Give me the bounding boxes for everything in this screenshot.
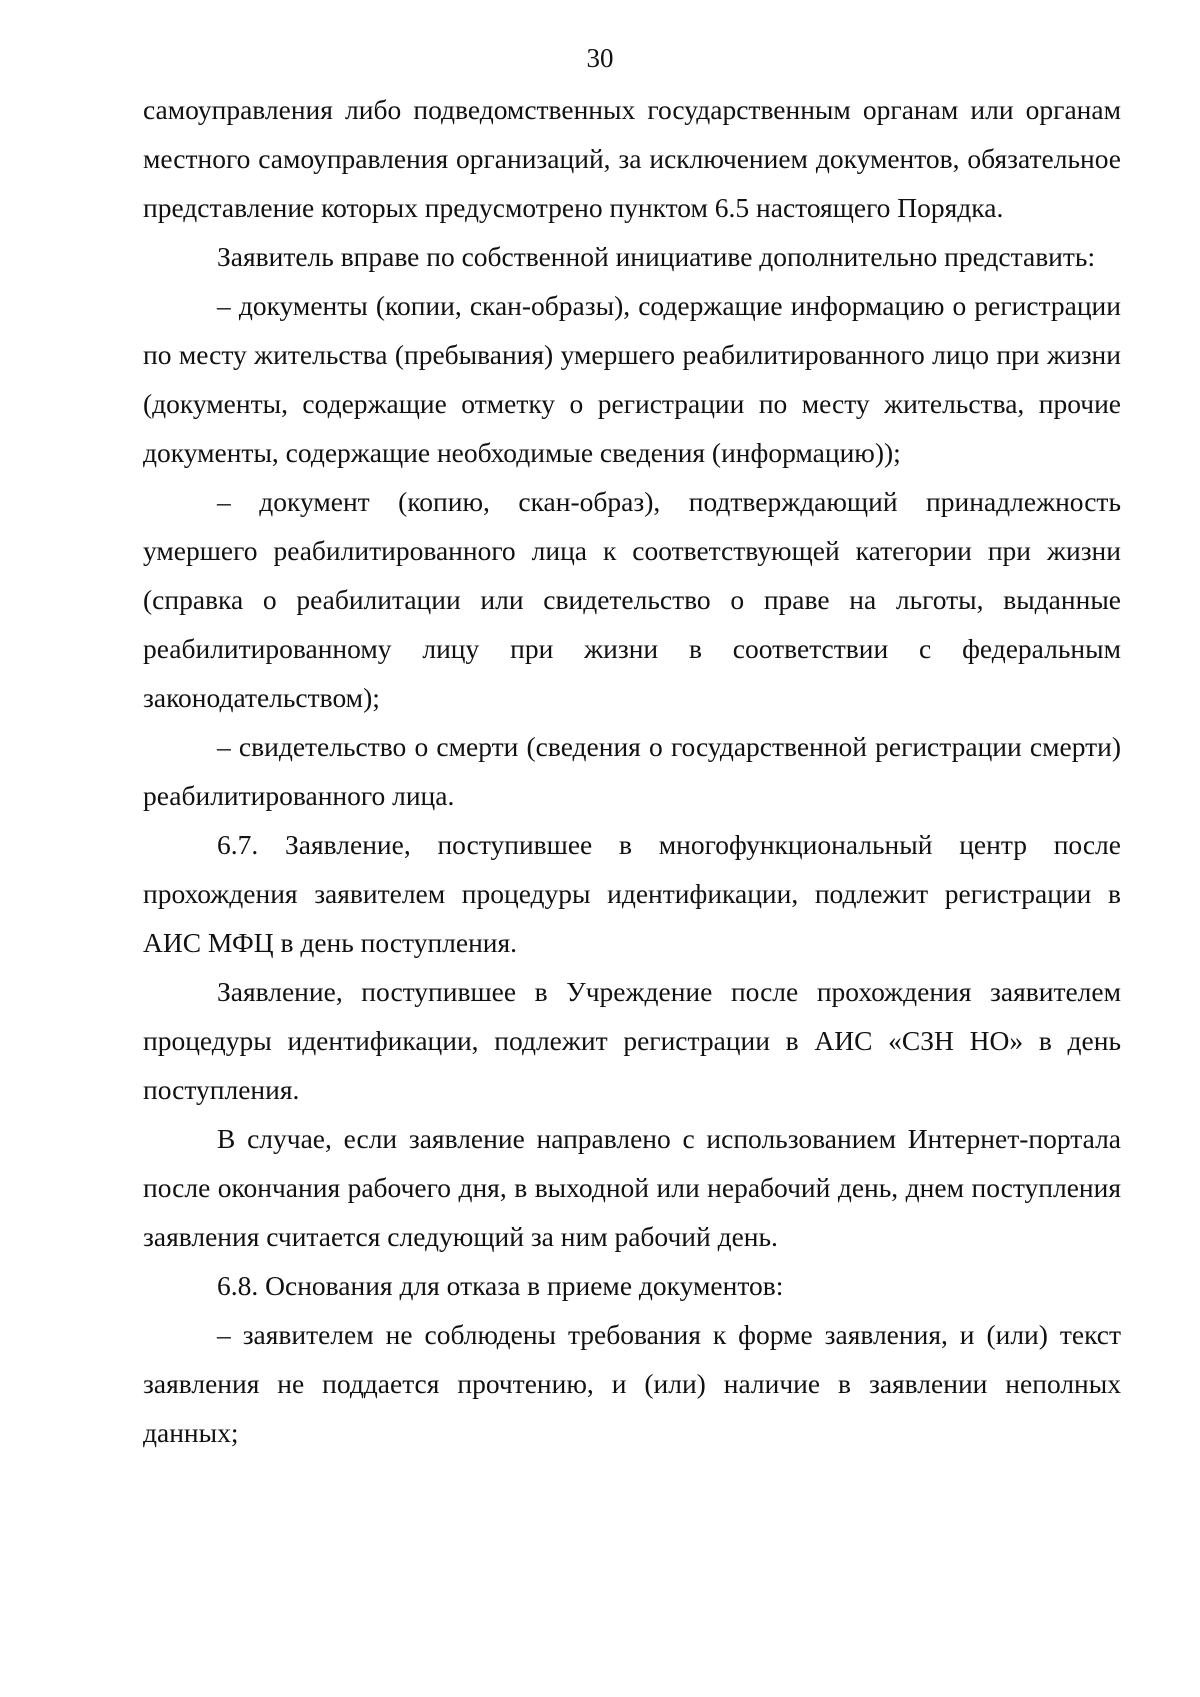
- paragraph-applicant-right: Заявитель вправе по собственной инициативе дополнительно представить:: [217, 241, 1096, 272]
- list-item-registration-documents: – документы (копии, скан-образы), содержащие информацию о регистрации по месту жительства (пребывания) умершего реабилитированного лицо при жизни (документы, содержащие отметку о регистрации по месту жительства, прочие документы, содержащие необходимые сведения (информацию));: [143, 290, 1121, 468]
- document-body: [143, 85, 1121, 1457]
- paragraph-6-7: 6.7. Заявление, поступившее в многофункциональный центр после прохождения заявителем процедуры идентификации, подлежит регистрации в АИС МФЦ в день поступления.: [143, 829, 1121, 958]
- list-item-refusal-reason: – заявителем не соблюдены требования к форме заявления, и (или) текст заявления не поддается прочтению, и (или) наличие в заявлении неполных данных;: [143, 1319, 1121, 1448]
- list-item-category-document: – документ (копию, скан-образ), подтверждающий принадлежность умершего реабилитированного лица к соответствующей категории при жизни (справка о реабилитации или свидетельство о праве на льготы, выданные реабилитированному лицу при жизни в соответствии с федеральным законодательством);: [143, 486, 1121, 713]
- paragraph-6-8: 6.8. Основания для отказа в приеме документов:: [217, 1270, 784, 1301]
- paragraph-internet-portal: В случае, если заявление направлено с использованием Интернет-портала после окончания рабочего дня, в выходной или нерабочий день, днем поступления заявления считается следующий за ним рабочий день.: [143, 1123, 1121, 1252]
- paragraph-institution-registration: Заявление, поступившее в Учреждение после прохождения заявителем процедуры идентификации, подлежит регистрации в АИС «СЗН НО» в день поступления.: [143, 976, 1121, 1105]
- paragraph-continuation: самоуправления либо подведомственных государственным органам или органам местного самоуправления организаций, за исключением документов, обязательное представление которых предусмотрено пунктом 6.5 настоящего Порядка.: [143, 94, 1121, 223]
- page-number: 30: [586, 43, 614, 73]
- list-item-death-certificate: – свидетельство о смерти (сведения о государственной регистрации смерти) реабилитированного лица.: [143, 731, 1121, 811]
